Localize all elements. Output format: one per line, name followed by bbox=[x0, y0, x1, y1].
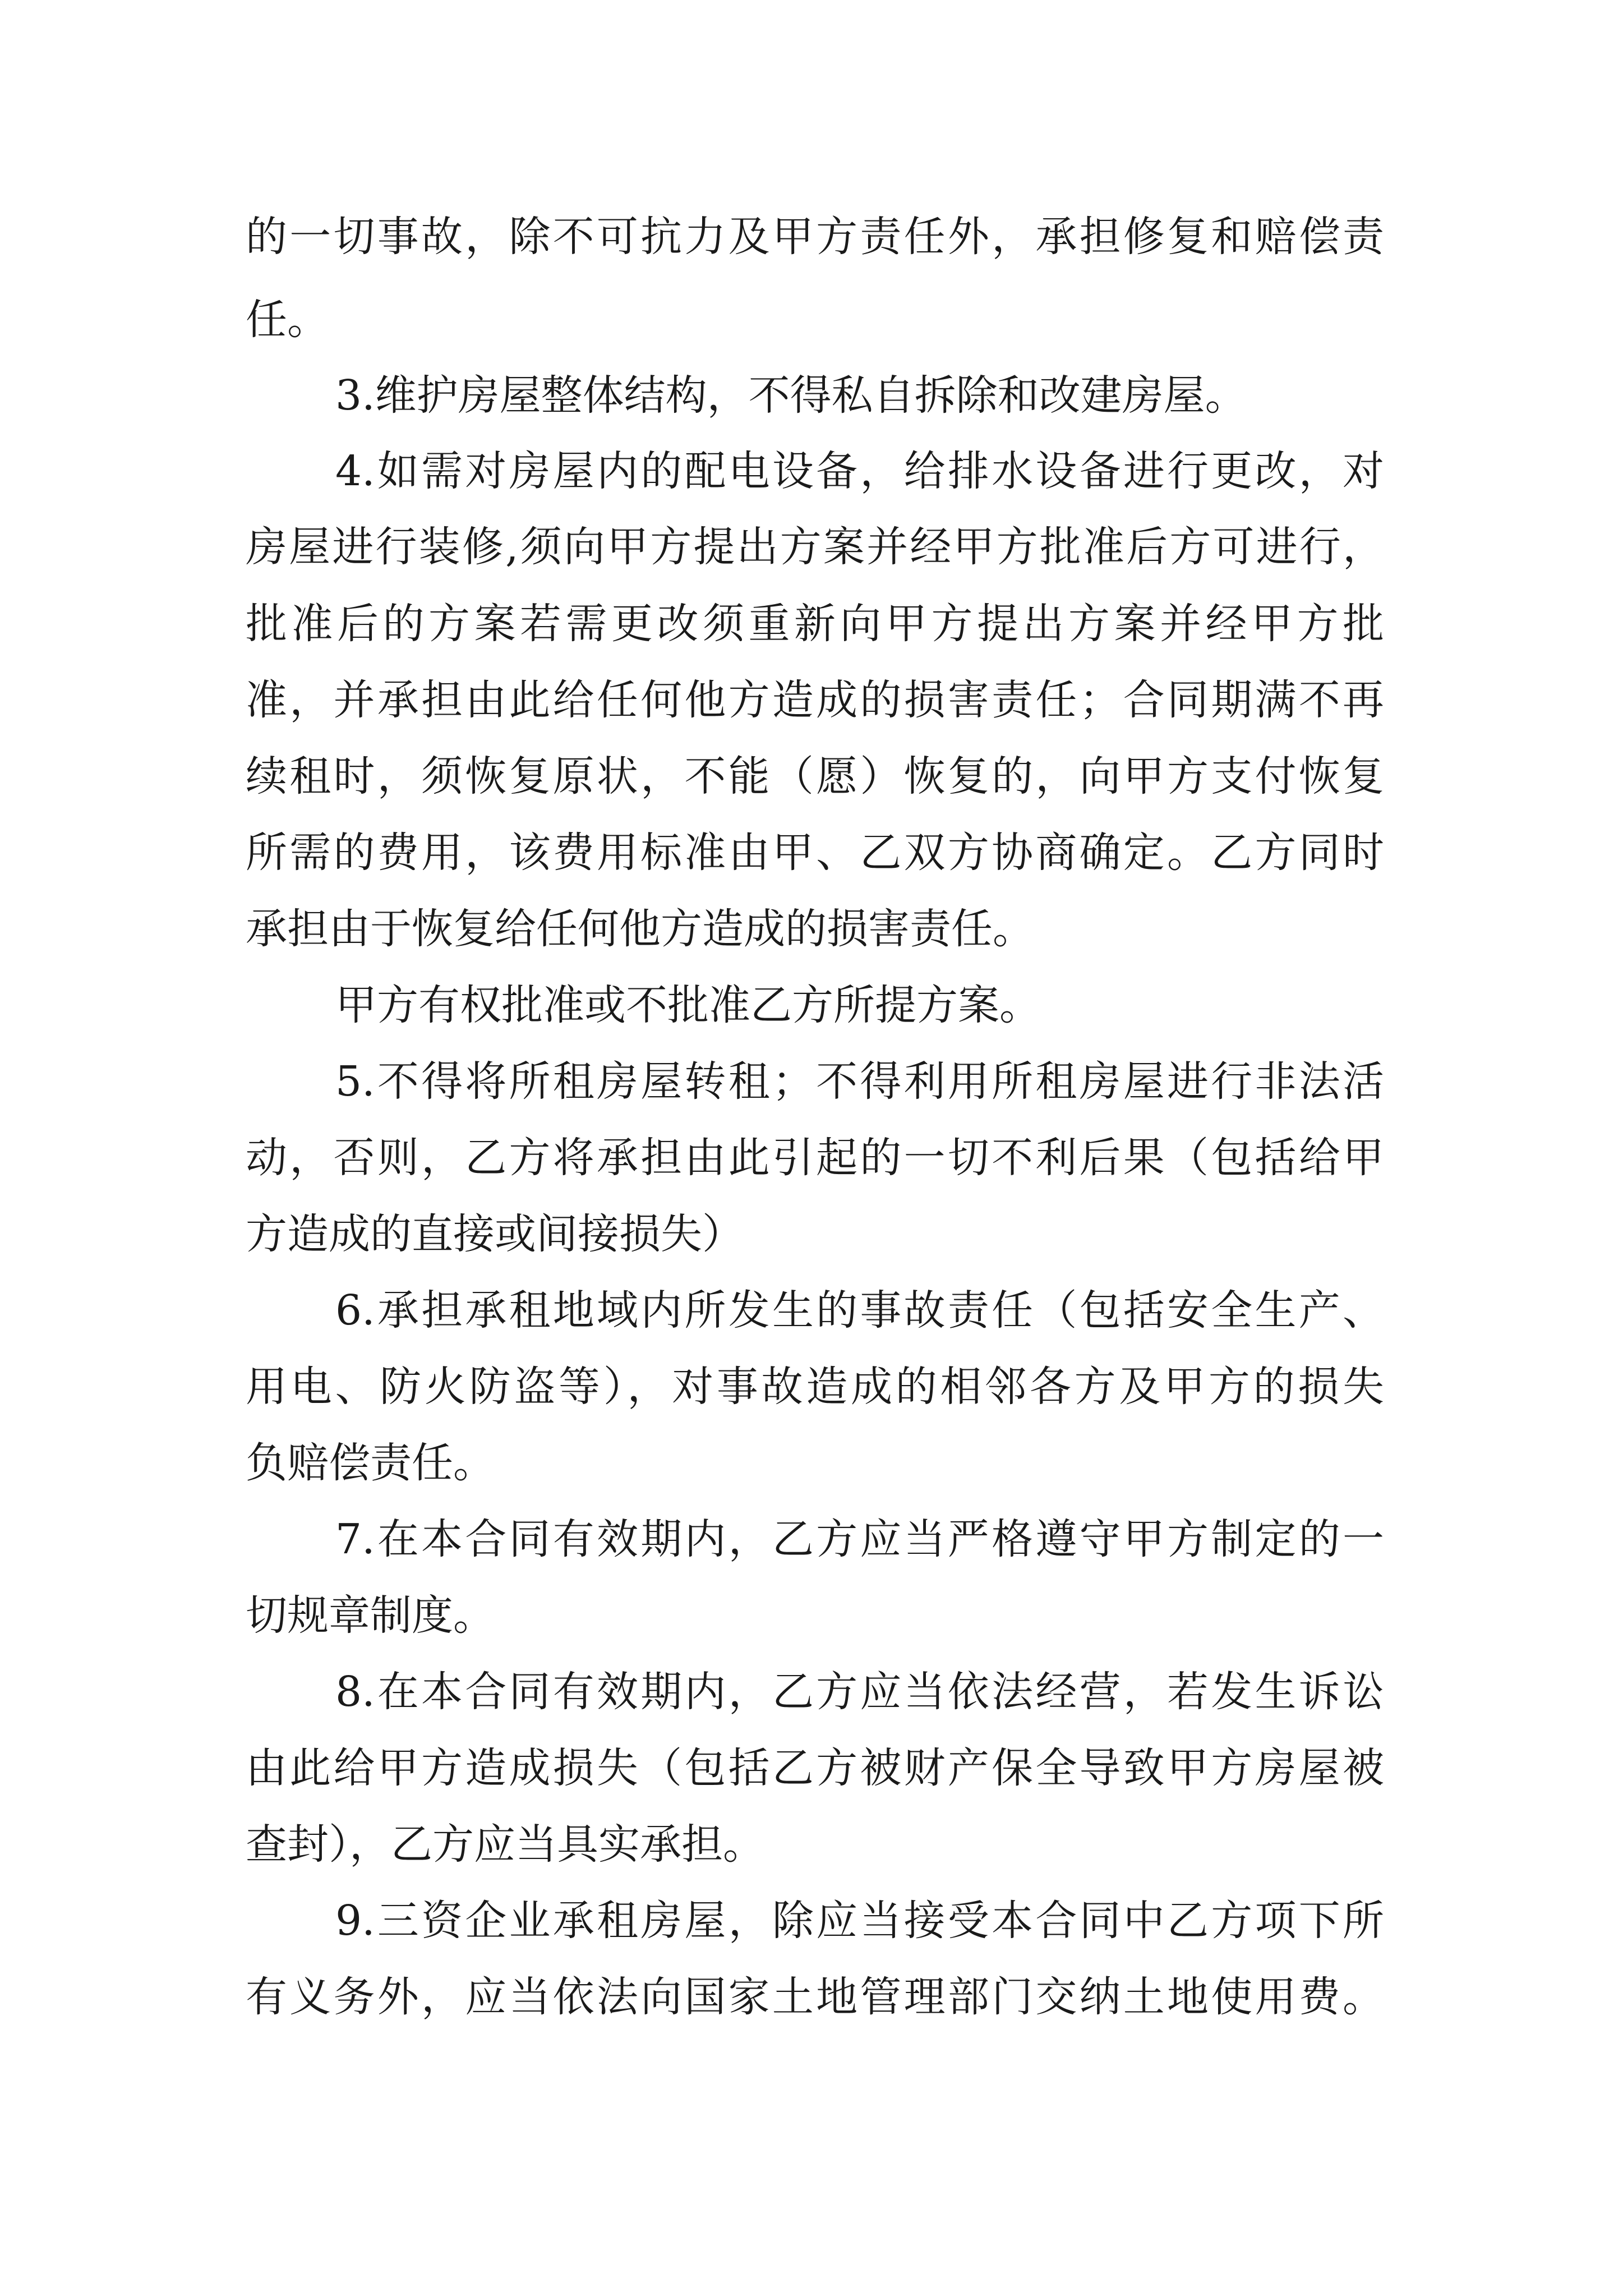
text-line: 动，否则，乙方将承担由此引起的一切不利后果（包括给甲 bbox=[246, 1134, 1384, 1182]
text-line: 有义务外，应当依法向国家土地管理部门交纳土地使用费。 bbox=[246, 1973, 1384, 2021]
text-line: 批准后的方案若需更改须重新向甲方提出方案并经甲方批 bbox=[246, 600, 1384, 648]
text-line: 的一切事故，除不可抗力及甲方责任外，承担修复和赔偿责 bbox=[246, 213, 1384, 261]
text-line: 方造成的直接或间接损失） bbox=[246, 1210, 744, 1258]
text-line: 查封），乙方应当具实承担。 bbox=[246, 1820, 764, 1869]
text-line: 5.不得将所租房屋转租；不得利用所租房屋进行非法活 bbox=[335, 1057, 1384, 1106]
text-line: 房屋进行装修,须向甲方提出方案并经甲方批准后方可进行， bbox=[246, 523, 1384, 571]
text-line: 4.如需对房屋内的配电设备，给排水设备进行更改，对 bbox=[335, 447, 1384, 495]
text-line: 承担由于恢复给任何他方造成的损害责任。 bbox=[246, 905, 1034, 953]
text-line: 所需的费用，该费用标准由甲、乙双方协商确定。乙方同时 bbox=[246, 829, 1384, 877]
text-line: 用电、防火防盗等），对事故造成的相邻各方及甲方的损失 bbox=[246, 1363, 1384, 1411]
text-line: 9.三资企业承租房屋，除应当接受本合同中乙方项下所 bbox=[335, 1897, 1384, 1945]
text-line: 准，并承担由此给任何他方造成的损害责任；合同期满不再 bbox=[246, 676, 1384, 724]
text-line: 切规章制度。 bbox=[246, 1591, 495, 1640]
text-line: 由此给甲方造成损失（包括乙方被财产保全导致甲方房屋被 bbox=[246, 1744, 1384, 1792]
text-line: 7.在本合同有效期内，乙方应当严格遵守甲方制定的一 bbox=[335, 1515, 1384, 1563]
text-line: 甲方有权批准或不批准乙方所提方案。 bbox=[335, 981, 1041, 1029]
text-line: 续租时，须恢复原状，不能（愿）恢复的，向甲方支付恢复 bbox=[246, 752, 1384, 800]
text-line: 6.承担承租地域内所发生的事故责任（包括安全生产、 bbox=[335, 1286, 1384, 1335]
text-line: 负赔偿责任。 bbox=[246, 1439, 495, 1487]
text-line: 任。 bbox=[246, 296, 329, 344]
text-line: 3.维护房屋整体结构，不得私自拆除和改建房屋。 bbox=[335, 371, 1247, 420]
text-line: 8.在本合同有效期内，乙方应当依法经营，若发生诉讼 bbox=[335, 1668, 1384, 1716]
